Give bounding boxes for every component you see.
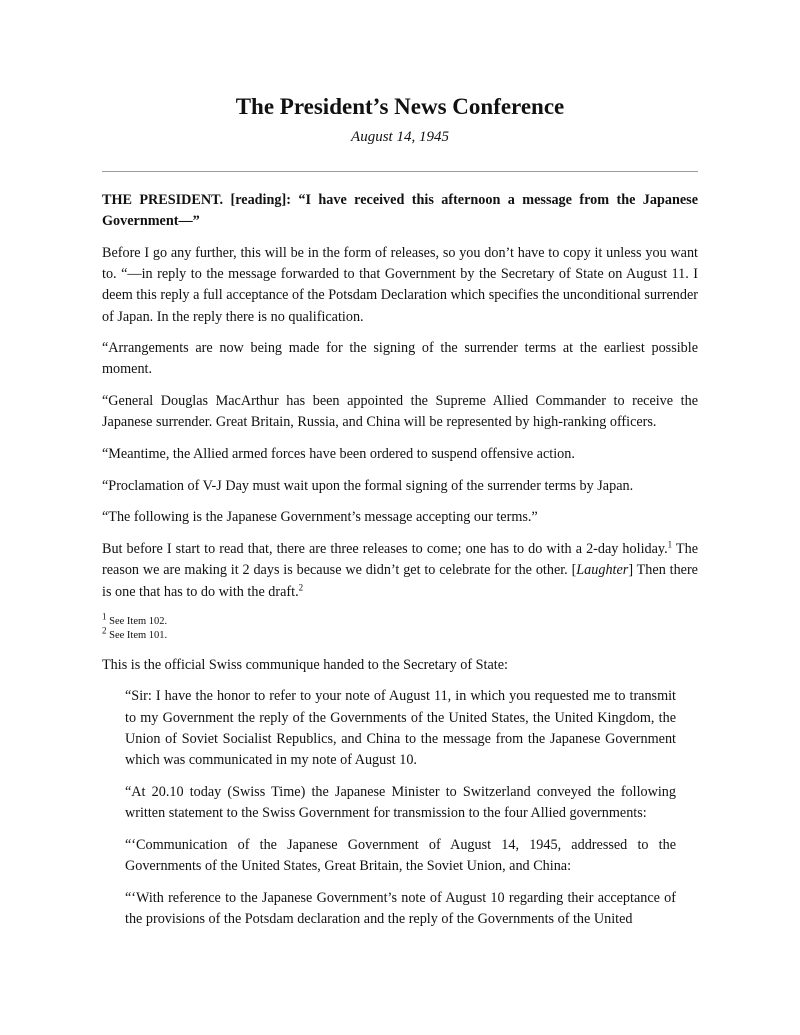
paragraph-6: “The following is the Japanese Government’s message accepting our terms.” [102, 509, 538, 526]
swiss-intro: This is the official Swiss communique handed to the Secretary of State: [102, 656, 508, 673]
footnote-2 [102, 625, 698, 643]
paragraph-3: “General Douglas MacArthur has been appointed the Supreme Allied Commander to receive the Japanese surrender. Great Britain, Russia, and China will be represented by high-ranking officers. [102, 393, 698, 431]
footnote-1 [102, 611, 698, 629]
releases-text-1: But before I start to read that, there are three releases to come; one has to do with a 2-day holiday. [102, 541, 668, 558]
footnote-text-2: See Item 101. [106, 629, 168, 641]
divider [102, 171, 698, 172]
quote-paragraph-3: “‘Communication of the Japanese Government of August 14, 1945, addressed to the Governments of the United States, Great Britain, the Soviet Union, and China: [125, 836, 676, 874]
paragraph-4: “Meantime, the Allied armed forces have been ordered to suspend offensive action. [102, 446, 575, 463]
paragraph-1: Before I go any further, this will be in the form of releases, so you don’t have to copy it unless you want to. “—in reply to the message forwarded to that Government by the Secretary of State on August 11. I deem this reply a full acceptance of the Potsdam Declaration which specifies the unconditional surrender of Japan. In the reply there is no qualification. [102, 244, 698, 325]
footnote-mark-1: 1 [102, 611, 107, 622]
footnote-ref-2: 2 [298, 581, 304, 592]
paragraph-2: “Arrangements are now being made for the signing of the surrender terms at the earliest possible moment. [102, 340, 698, 378]
footnote-ref-1: 1 [667, 539, 673, 550]
laughter-note: Laughter [576, 562, 629, 579]
quote-paragraph-2: “At 20.10 today (Swiss Time) the Japanese Minister to Switzerland conveyed the following written statement to the Swiss Government for transmission to the four Allied governments: [125, 783, 676, 821]
page-title: The President’s News Conference [235, 94, 565, 119]
releases-text-3: ] Then there is one that has to do with the draft. [102, 562, 698, 600]
footnotes [102, 611, 698, 643]
releases-text-2: The reason we are making it 2 days is because we didn’t get to celebrate for the other. [ [102, 541, 698, 579]
releases-paragraph [102, 539, 698, 603]
quote-paragraph-4: “‘With reference to the Japanese Government’s note of August 10 regarding their acceptance of the provisions of the Potsdam declaration and the reply of the Governments of the United [125, 889, 676, 927]
footnote-text-1: See Item 102. [106, 615, 168, 627]
paragraph-5: “Proclamation of V-J Day must wait upon the formal signing of the surrender terms by Japan. [102, 477, 634, 494]
lead-paragraph: THE PRESIDENT. [reading]: “I have received this afternoon a message from the Japanese Government—” [102, 192, 698, 230]
conference-date: August 14, 1945 [351, 129, 449, 145]
transcript-body [102, 190, 698, 940]
quote-paragraph-1: “Sir: I have the honor to refer to your note of August 11, in which you requested me to transmit to my Government the reply of the Governments of the United States, the United Kingdom, the Union of Soviet Socialist Republics, and China to the message from the Japanese Government which was communicated in my note of August 10. [125, 688, 676, 769]
footnote-mark-2: 2 [102, 625, 107, 636]
